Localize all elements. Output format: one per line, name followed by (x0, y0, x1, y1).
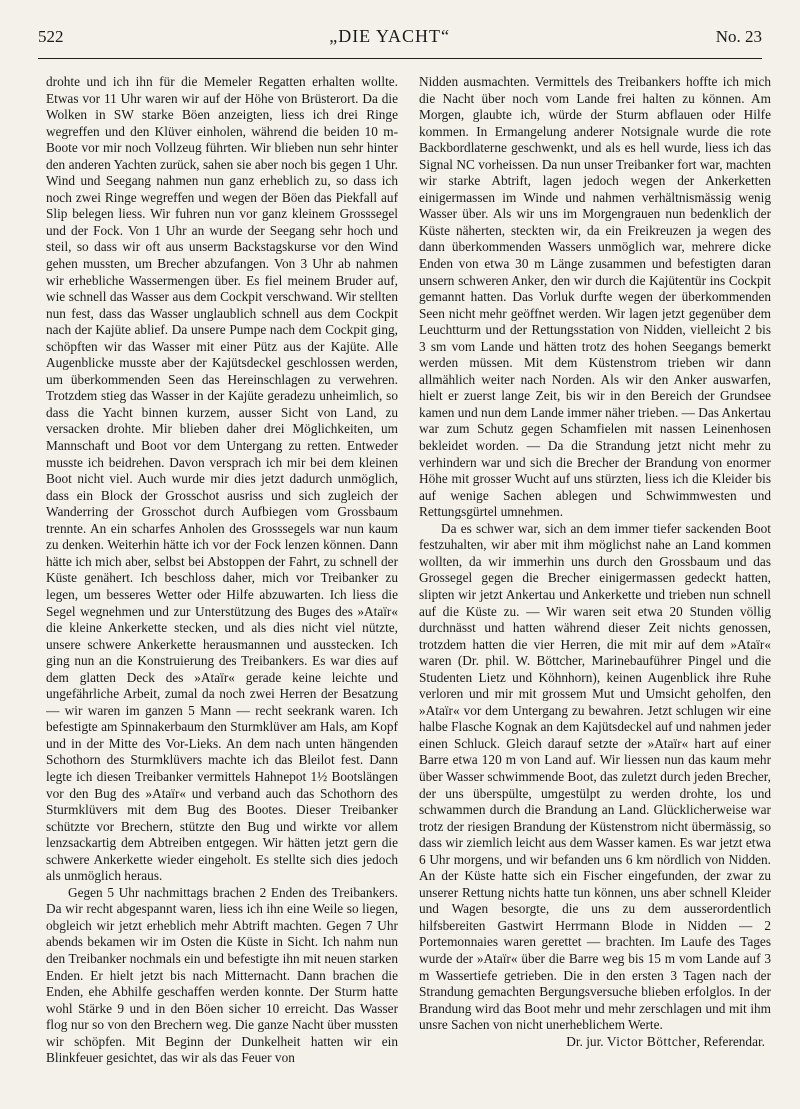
left-paragraph-1: drohte und ich ihn für die Memeler Regatten erhalten wollte. Etwas vor 11 Uhr waren wir auf der Höhe von Brüsterort. Da die Wolken in SW starke Böen anzeigten, liess ich drei Ringe wegreffen und den Klüver einholen, während die beiden 10 m-Boote vor mir noch Vollzeug führten. Wir blieben nun sehr hinter den anderen Yachten zurück, sahen sie aber noch bis gegen 1 Uhr. Wind und Seegang nahmen nun ganz erheblich zu, so dass ich noch zwei Ringe wegreffen und wegen der Böen das Piekfall auf Slip belegen liess. Wir fuhren nun vor ganz kleinem Grosssegel und der Fock. Von 1 Uhr an wurde der Seegang sehr hoch und steil, so dass wir oft aus unserm Backstagskurse vor den Wind gehen mussten, um Brecher abzufangen. Von 3 Uhr ab nahmen wir erhebliche Wassermengen über. Es fiel meinem Bruder auf, wie schnell das Wasser aus dem Cockpit verschwand. Wir stellten nun fest, dass das Wasser unglaublich schnell aus dem Cockpit nach der Kajüte ablief. Da unsere Pumpe nach dem Cockpit ging, schöpften wir das Wasser mit einer Pütz aus der Kajüte. Alle Augenblicke musste aber der Kajütsdeckel geschlossen werden, um überkommenden Seen das Hereinschlagen zu verwehren. Trotzdem stieg das Wasser in der Kajüte geradezu unheimlich, so dass die Yacht binnen kurzem, ausser Sicht von Land, zu versacken drohte. Mir blieben daher drei Möglichkeiten, um Mannschaft und Boot vor dem Untergang zu retten. Entweder musste ich beidrehen. Davon versprach ich mir bei dem kleinen Boot nicht viel. Auch wurde mir dies jetzt dadurch unmöglich, dass ein Block der Grosschot ausriss und sich zugleich der Wanderring der Grosschot durch Aufbiegen vom Grossbaum trennte. An ein scharfes Anholen des Grosssegels war nun kaum zu denken. Weiterhin hätte ich vor der Fock lenzen können. Dann hätte ich mich aber, selbst bei Abstoppen der Fahrt, zu schnell der Küste genähert. Ich beschloss daher, mich vor Treibanker zu legen, um besseres Wetter oder Hilfe abzuwarten. Ich liess die Segel wegnehmen und zur Unterstützung des Buges des »Ataïr« die kleine Ankerkette stecken, und als dies nicht viel nützte, unsere schwere Ankerkette herausmannen und ausstecken. Ich ging nun an die Konstruierung des Treibankers. Es war dies auf dem glatten Deck des »Ataïr« gerade keine leichte und ungefährliche Arbeit, zumal da noch zwei Herren der Besatzung — wir waren im ganzen 5 Mann — recht seekrank waren. Ich befestigte am Spinnakerbaum den Sturmklüver am Hals, am Kopf und in der Mitte des Vor-Lieks. An dem nach unten hängenden Schothorn des Sturmklüvers machte ich das Bleilot fest. Dann legte ich diesen Treibanker vermittels Hahnepot 1½ Bootslängen vor den Bug des »Ataïr« und verband auch das Schothorn des Sturmklüvers mit dem Bug des Bootes. Dieser Treibanker schützte vor Brechern, stützte den Bug und wirkte vor allem lenzsackartig dem Abtreiben entgegen. Wir hätten jetzt gern die schwere Ankerkette wieder eingeholt. Es stellte sich dies jedoch als unmöglich heraus. (46, 74, 398, 884)
right-paragraph-2: Da es schwer war, sich an dem immer tiefer sackenden Boot festzuhalten, wir aber mit ihm möglichst nahe an Land kommen wollten, da wir immerhin uns durch den Grossbaum und das Grossegel gegen die Brecher einigermassen gedeckt hatten, slipten wir jetzt Ankertau und Ankerkette und trieben nun schnell auf die Küste zu. — Wir waren seit etwa 20 Stunden völlig durchnässt und hatten während dieser Zeit nichts genossen, trotzdem hatten die vier Herren, die mit mir auf dem »Ataïr« waren (Dr. phil. W. Böttcher, Marinebauführer Pingel und die Studenten Lietz und Köhnhorn), keinen Augenblick ihre Ruhe verloren und mir mit grossem Mut und Umsicht geholfen, den »Ataïr« vor dem Untergang zu bewahren. Jetzt schlugen wir eine halbe Flasche Kognak an dem Kajütsdeckel auf und nahmen jeder einen Schluck. Gleich darauf setzte der »Ataïr« hart auf einer Barre etwa 120 m von Land auf. Wir liessen nun das kaum mehr über Wasser schwimmende Boot, das zuletzt durch jeden Brecher, der uns überspülte, umgestülpt zu werden drohte, los und schwammen durch die Brandung an Land. Glücklicherweise war trotz der riesigen Brandung der Küstenstrom nicht übermässig, so dass wir ziemlich leicht aus dem Wasser kamen. Es war jetzt etwa 6 Uhr morgens, und wir befanden uns 6 km nördlich von Nidden. An der Küste hatte sich ein Fischer eingefunden, der zwar zu unserer Rettung nichts hatte tun können, uns aber schnell Kleider und Wagen besorgte, die uns zu dem ausserordentlich hilfsbereiten Gastwirt Herrmann Blode in Nidden — 2 Portemonnaies waren gerettet — brachten. Im Laufe des Tages wurde der »Ataïr« über die Barre weg bis 15 m vom Lande auf 3 m Wassertiefe getrieben. Die in den ersten 3 Tagen nach der Strandung gemachten Bergungsversuche blieben erfolglos. In der Brandung wird das Boot mehr und mehr zerschlagen und mit ihm unsre Sachen von nicht unerheblichem Werte. (419, 520, 771, 1033)
signature-suffix: , Referendar. (696, 1033, 765, 1049)
left-column (46, 74, 398, 1084)
right-column (419, 74, 771, 1084)
header-rule (38, 58, 762, 59)
issue-number: No. 23 (715, 27, 762, 46)
page-header (38, 26, 762, 56)
author-signature (419, 1034, 771, 1051)
page-number: 522 (38, 27, 64, 46)
left-paragraph-2: Gegen 5 Uhr nachmittags brachen 2 Enden des Treibankers. Da wir recht abgespannt waren, liess ich ihn eine Weile so liegen, obgleich wir jetzt erheblich mehr Abtrift machten. Gegen 7 Uhr abends bekamen wir im Osten die Küste in Sicht. Ich nahm nun den Treibanker nochmals ein und befestigte ihn mit neuen starken Enden. Er hielt jetzt bis nach Mitternacht. Dann brachen die Enden, ehe Abhilfe geschaffen werden konnte. Der Sturm hatte wohl Stärke 9 und in den Böen sicher 10 erreicht. Das Wasser flog nur so von den Brechern weg. Die ganze Nacht über mussten wir schöpfen. Mit Beginn der Dunkelheit hatten wir ein Blinkfeuer gesichtet, das wir als das Feuer von (46, 884, 398, 1066)
signature-name: Victor Böttcher (606, 1033, 697, 1049)
journal-title: „DIE YACHT“ (329, 26, 451, 46)
right-paragraph-1: Nidden ausmachten. Vermittels des Treibankers hoffte ich mich die Nacht über noch vom Lande frei halten zu können. Am Morgen, glaubte ich, würde der Sturm abflauen oder Hilfe kommen. In Ermangelung anderer Notsignale wurde die rote Backbordlaterne geschwenkt, und als es hell wurde, liess ich das Signal NC vorheissen. Da nun unser Treibanker fort war, machten wir starke Abtrift, lagen jedoch wegen der Ankerketten einigermassen im Winde und nahmen verhältnismässig wenig Wasser über. Als wir uns im Morgengrauen nun bedenklich der Küste näherten, steckten wir, da ein Freikreuzen ja wegen des dann überkommenden Wassers unmöglich war, mehrere dicke Enden von etwa 30 m Länge zusammen und befestigten daran unsern schweren Anker, den wir durch die Kajütentür ins Cockpit gemannt hatten. Das Vorluk durfte wegen der überkommenden Seen nicht mehr geöffnet werden. Wir lagen jetzt gegenüber dem Leuchtturm und der Rettungsstation von Nidden, vielleicht 2 bis 3 sm vom Lande und hätten trotz des hohen Seegangs bemerkt werden müssen. Mit dem Küstenstrom trieben wir dann allmählich weiter nach Norden. Als wir den Anker auswarfen, hielt er zuerst lange Zeit, bis wir in den Bereich der Grundsee kamen und nun dem Lande immer näher trieben. — Das Ankertau war zum Schutz gegen Schamfielen mit nassen Leinenhosen bekleidet worden. — Da die Strandung jetzt nicht mehr zu verhindern war und sich die Brecher der Brandung von enormer Höhe mit grosser Wucht auf uns stürzten, liess ich die Kleider bis auf wenige Sachen ablegen und Schwimmwesten und Rettungsgürtel umnehmen. (419, 74, 771, 520)
signature-prefix: Dr. jur. (566, 1033, 604, 1049)
